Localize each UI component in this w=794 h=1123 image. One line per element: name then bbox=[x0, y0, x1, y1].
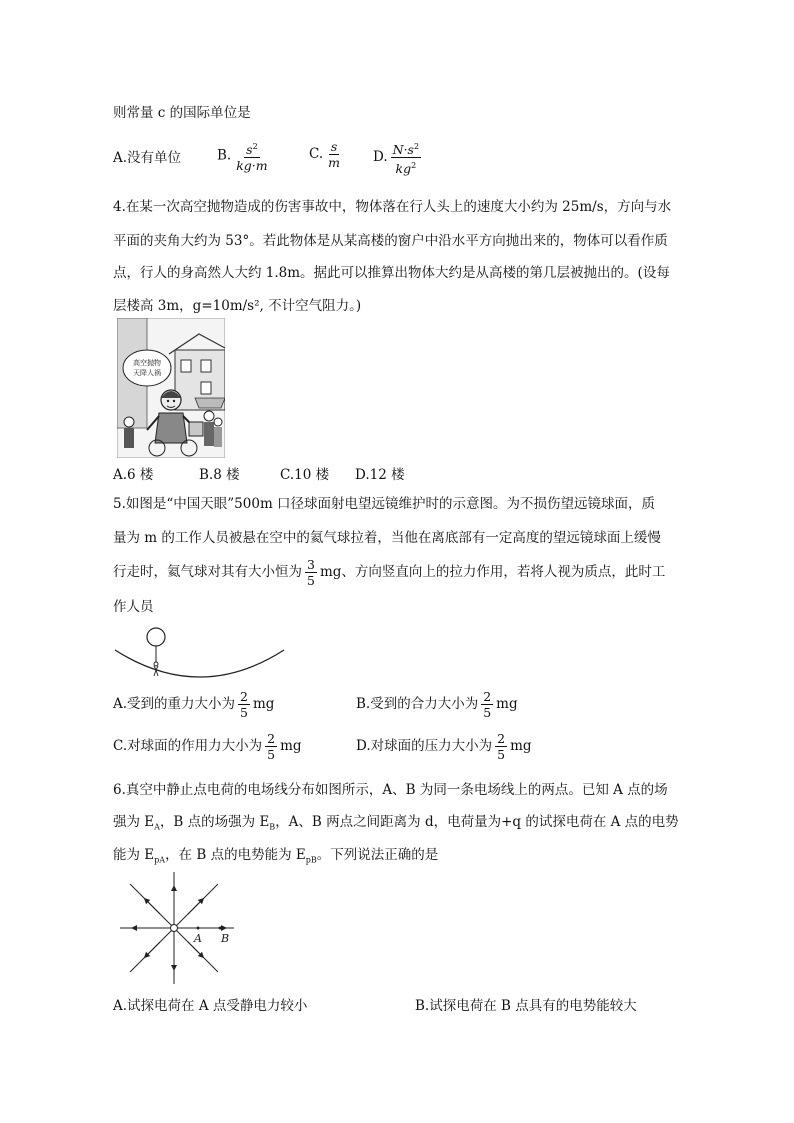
q5-option-b: B.受到的合力大小为 $\frac{2}{5}$ mg bbox=[356, 689, 518, 720]
point-b-label: B bbox=[220, 932, 230, 945]
q5-option-d: D.对球面的压力大小为 $\frac{2}{5}$ mg bbox=[356, 731, 532, 762]
q4-option-d: D.12 楼 bbox=[355, 467, 405, 483]
q4-line-2: 平面的夹角大约为 53°。若此物体是从某高楼的窗户中沿水平方向抛出来的，物体可以看作质 bbox=[113, 233, 668, 249]
electric-field-diagram bbox=[118, 870, 236, 986]
q5-option-b-fraction: $\frac{2}{5}$ bbox=[483, 689, 492, 720]
q4-line-3: 点，行人的身高然人大约 1.8m。据此可以推算出物体大约是从高楼的第几层被抛出的。(设每 bbox=[113, 265, 670, 281]
q5-line-3-fraction: $\frac{3}{5}$ bbox=[307, 557, 315, 588]
q3-option-c-fraction: $\frac{s}{m}$ bbox=[328, 139, 340, 170]
q5-line-1: 5.如图是“中国天眼”500m 口径球面射电望远镜维护时的示意图。为不损伤望远镜球面，质 bbox=[113, 496, 656, 512]
q6-option-b: B.试探电荷在 B 点具有的电势能较大 bbox=[415, 998, 637, 1014]
q4-line-4: 层楼高 3m，g=10m/s², 不计空气阻力。) bbox=[113, 298, 362, 314]
balloon-bowl-icon bbox=[112, 626, 288, 686]
q5-option-c: C.对球面的作用力大小为 $\frac{2}{5}$ mg bbox=[113, 731, 302, 762]
q3-option-d-fraction: $\frac{N\cdot s^2}{kg^2}$ bbox=[391, 139, 421, 176]
svg-text:高空抛物: 高空抛物 bbox=[133, 359, 161, 367]
q4-option-b: B.8 楼 bbox=[199, 467, 240, 483]
q6-line-1: 6.真空中静止点电荷的电场线分布如图所示，A、B 为同一条电场线上的两点。已知 A 点的场 bbox=[113, 782, 668, 798]
q4-option-a: A.6 楼 bbox=[113, 467, 154, 483]
q4-option-c: C.10 楼 bbox=[280, 467, 330, 483]
q5-option-a-fraction: $\frac{2}{5}$ bbox=[240, 689, 248, 720]
q3-option-d bbox=[373, 139, 424, 176]
q5-option-d-fraction: $\frac{2}{5}$ bbox=[497, 731, 506, 762]
q5-option-a: A.受到的重力大小为 $\frac{2}{5}$ mg bbox=[113, 689, 275, 720]
q3-option-b-fraction: $\frac{s^2}{kg\cdot m}$ bbox=[234, 139, 269, 173]
q3-option-a: A.没有单位 bbox=[113, 150, 182, 166]
q3-option-c bbox=[309, 139, 345, 170]
q3-option-d-label: D. bbox=[373, 149, 388, 166]
falling-object-cartoon bbox=[117, 318, 225, 458]
svg-text:天降人祸: 天降人祸 bbox=[133, 369, 161, 377]
q5-line-4: 作人员 bbox=[113, 599, 154, 615]
q5-line-2: 量为 m 的工作人员被悬在空中的氦气球拉着，当他在离底部有一定高度的望远镜球面上缓慢 bbox=[113, 530, 661, 546]
q6-line-2: 强为 $E_A$，B 点的场强为 $E_B$，A、B 两点之间距离为 d，电荷量为+q 的试探电荷在 A 点的电势 bbox=[113, 814, 679, 832]
q5-option-c-fraction: $\frac{2}{5}$ bbox=[267, 731, 276, 762]
q4-line-1: 4.在某一次高空抛物造成的伤害事故中，物体落在行人头上的速度大小约为 25m/s，方向与水 bbox=[113, 199, 672, 215]
q3-option-b bbox=[217, 139, 273, 173]
q3-option-c-label: C. bbox=[309, 146, 324, 162]
point-a-label: A bbox=[194, 932, 202, 945]
q6-line-3: 能为 $E_{pA}$，在 B 点的电势能为 $E_{pB}$。下列说法正确的是 bbox=[113, 847, 439, 865]
q6-option-a: A.试探电荷在 A 点受静电力较小 bbox=[113, 998, 308, 1014]
field-lines-icon bbox=[118, 870, 236, 986]
q3-option-b-label: B. bbox=[217, 147, 232, 164]
cartoon-illustration-icon bbox=[117, 318, 225, 458]
telescope-bowl-diagram bbox=[112, 626, 288, 686]
intro-line: 则常量 c 的国际单位是 bbox=[113, 105, 251, 121]
q5-line-3: 行走时，氦气球对其有大小恒为 $\frac{3}{5}$ mg、方向竖直向上的拉力作用，若将人视为质点，此时工 bbox=[113, 557, 666, 588]
